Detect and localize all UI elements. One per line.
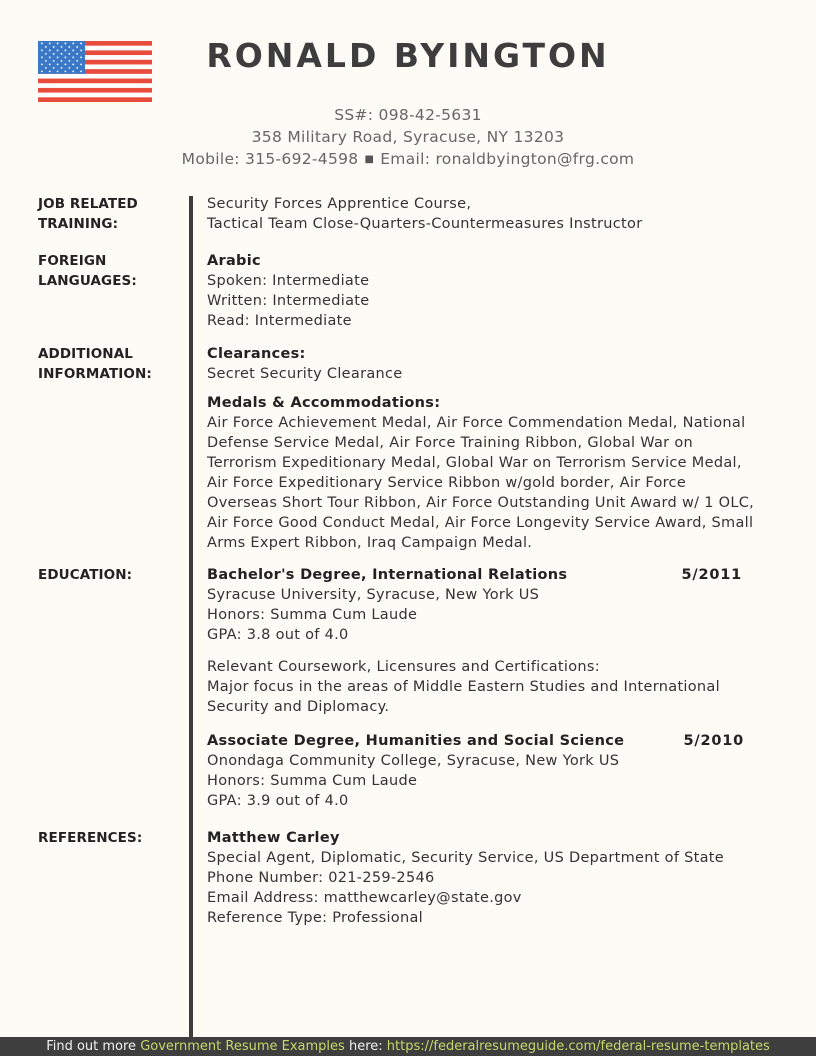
additional-content: [207, 344, 755, 553]
clearance-value: Secret Security Clearance: [207, 366, 403, 382]
school: Syracuse University, Syracuse, New York US: [207, 587, 540, 603]
label-line: FOREIGN: [38, 253, 107, 269]
footer-prefix: Find out more: [46, 1039, 141, 1054]
medals-line: Overseas Short Tour Ribbon, Air Force Outstanding Unit Award w/ 1 OLC,: [207, 495, 755, 511]
coursework-line: Major focus in the areas of Middle Eastern Studies and International: [207, 679, 720, 695]
gpa: GPA: 3.9 out of 4.0: [207, 793, 349, 809]
training-content: [207, 194, 752, 234]
flag-stripe: [38, 97, 152, 102]
label-line: TRAINING:: [38, 216, 119, 232]
medals-line: Air Force Achievement Medal, Air Force Commendation Medal, National: [207, 415, 746, 431]
medals-line: Arms Expert Ribbon, Iraq Campaign Medal.: [207, 535, 533, 551]
reference-line: Email Address: matthewcarley@state.gov: [207, 890, 522, 906]
flag-stripe: [38, 79, 152, 84]
label-additional: [38, 344, 178, 384]
references-content: [207, 828, 752, 928]
education-content: [207, 565, 752, 811]
degree-date: 5/2011: [681, 567, 742, 583]
footer-middle: here:: [344, 1039, 387, 1054]
separator-square: ■: [364, 154, 375, 165]
training-line: Security Forces Apprentice Course,: [207, 196, 472, 212]
degree-title: Associate Degree, Humanities and Social Science: [207, 733, 625, 749]
medals-line: Terrorism Expeditionary Medal, Global War on Terrorism Service Medal,: [207, 455, 742, 471]
label-education: EDUCATION:: [38, 567, 133, 583]
ssn: SS#: 098-42-5631: [334, 106, 482, 124]
languages-content: [207, 251, 752, 331]
footer-link-url[interactable]: https://federalresumeguide.com/federal-resume-templates: [386, 1039, 770, 1054]
medals-heading: Medals & Accommodations:: [207, 395, 441, 411]
flag-stripe: [38, 83, 152, 88]
footer-link-examples[interactable]: Government Resume Examples: [140, 1039, 345, 1054]
footer-bar: [0, 1037, 816, 1056]
honors: Honors: Summa Cum Laude: [207, 773, 418, 789]
medals-line: Air Force Expeditionary Service Ribbon w/gold border, Air Force: [207, 475, 687, 491]
reference-name: Matthew Carley: [207, 830, 340, 846]
language-skill: Spoken: Intermediate: [207, 273, 370, 289]
coursework-line: Security and Diplomacy.: [207, 699, 390, 715]
honors: Honors: Summa Cum Laude: [207, 607, 418, 623]
degree-row: [207, 731, 752, 751]
label-references: REFERENCES:: [38, 830, 143, 846]
degree-title: Bachelor's Degree, International Relations: [207, 567, 568, 583]
address: 358 Military Road, Syracuse, NY 13203: [251, 128, 565, 146]
coursework-heading: Relevant Coursework, Licensures and Certifications:: [207, 659, 600, 675]
language-skill: Read: Intermediate: [207, 313, 352, 329]
mobile: Mobile: 315-692-4598: [181, 150, 359, 168]
label-line: INFORMATION:: [38, 366, 152, 382]
label-languages: [38, 251, 178, 291]
vertical-divider: [189, 196, 193, 1037]
language-name: Arabic: [207, 253, 261, 269]
medals-line: Defense Service Medal, Air Force Training Ribbon, Global War on: [207, 435, 694, 451]
label-line: JOB RELATED: [38, 196, 138, 212]
label-training: [38, 194, 178, 234]
phone-email-line: [0, 148, 816, 170]
school: Onondaga Community College, Syracuse, New York US: [207, 753, 620, 769]
email: Email: ronaldbyington@frg.com: [380, 150, 635, 168]
applicant-name: RONALD BYINGTON: [206, 36, 610, 75]
reference-line: Phone Number: 021-259-2546: [207, 870, 435, 886]
medals-line: Air Force Good Conduct Medal, Air Force Longevity Service Award, Small: [207, 515, 754, 531]
label-line: ADDITIONAL: [38, 346, 133, 362]
reference-line: Reference Type: Professional: [207, 910, 423, 926]
flag-stripe: [38, 88, 152, 93]
label-line: LANGUAGES:: [38, 273, 137, 289]
degree-row: [207, 565, 752, 585]
gpa: GPA: 3.8 out of 4.0: [207, 627, 349, 643]
language-skill: Written: Intermediate: [207, 293, 370, 309]
training-line: Tactical Team Close-Quarters-Countermeasures Instructor: [207, 216, 643, 232]
contact-block: [0, 104, 816, 170]
degree-date: 5/2010: [683, 733, 744, 749]
flag-stripe: [38, 93, 152, 98]
reference-line: Special Agent, Diplomatic, Security Service, US Department of State: [207, 850, 725, 866]
clearances-heading: Clearances:: [207, 346, 306, 362]
